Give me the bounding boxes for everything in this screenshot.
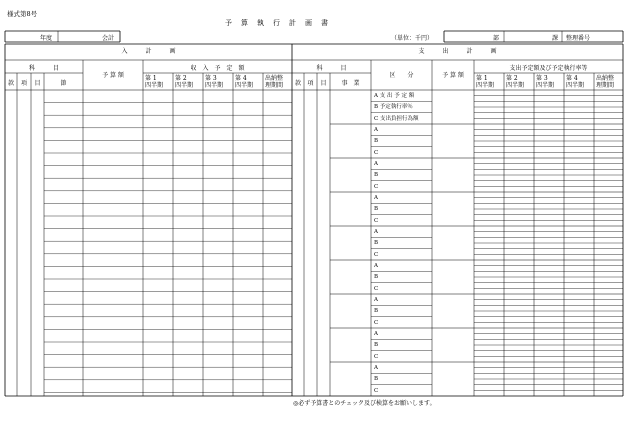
expense-kubun-row-label: A bbox=[374, 127, 378, 133]
expense-plan-header: 支出予定額及び予定執行率等 bbox=[509, 65, 588, 72]
expense-budget-header: 予 算 額 bbox=[442, 72, 464, 79]
expense-kubun-row-label: C bbox=[374, 183, 379, 190]
expense-kubun-row-label: C bbox=[374, 319, 379, 326]
expense-kubun-row-label: A bbox=[374, 365, 378, 371]
expense-kubun-row-label: A bbox=[374, 195, 378, 201]
expense-kubun-row-label: B bbox=[374, 308, 379, 315]
expense-kou-header: 項 bbox=[307, 80, 314, 87]
expense-jigyo-header: 事 業 bbox=[341, 80, 360, 87]
expense-kubun-row-label: B bbox=[374, 274, 379, 281]
income-kan-header: 款 bbox=[7, 80, 14, 87]
income-q1-header: 第 1 四半期 bbox=[145, 75, 164, 89]
expense-kamoku-header: 科 目 bbox=[316, 65, 347, 72]
income-budget-header: 予 算 額 bbox=[102, 72, 124, 79]
section-label: 課 bbox=[552, 35, 559, 42]
expense-kubun-row-label: C 支出負担行為額 bbox=[374, 115, 419, 122]
income-q4-header: 第 4 四半期 bbox=[235, 75, 254, 89]
expense-kubun-row-label: A bbox=[374, 331, 378, 337]
income-plan-header: 収 入 予 定 額 bbox=[190, 65, 245, 72]
expense-q4-header: 第 4 四半期 bbox=[566, 75, 585, 89]
income-kamoku-header: 科 目 bbox=[28, 65, 59, 72]
expense-kubun-row-label: C bbox=[374, 387, 379, 394]
form-number: 様式第8号 bbox=[7, 10, 38, 18]
income-q3-header: 第 3 四半期 bbox=[205, 75, 224, 89]
income-kou-header: 項 bbox=[20, 80, 27, 87]
expense-kan-header: 款 bbox=[294, 80, 301, 87]
expense-kubun-row-label: B bbox=[374, 342, 379, 349]
expense-kubun-row-label: B bbox=[374, 376, 379, 383]
account-label: 会計 bbox=[102, 35, 115, 42]
income-q2-header: 第 2 四半期 bbox=[175, 75, 194, 89]
expense-kubun-row-label: C bbox=[374, 285, 379, 292]
expense-kubun-row-label: A bbox=[374, 263, 378, 269]
expense-kubun-row-label: C bbox=[374, 149, 379, 156]
expense-moku-header: 目 bbox=[320, 80, 327, 87]
expense-kubun-row-label: C bbox=[374, 217, 379, 224]
expense-kubun-row-label: C bbox=[374, 353, 379, 360]
expense-kubun-row-label: A bbox=[374, 229, 378, 235]
expense-final-header: 出納整 理期間 bbox=[596, 75, 615, 89]
expense-kubun-row-label: A bbox=[374, 161, 378, 167]
income-setsu-header: 節 bbox=[60, 80, 67, 87]
expense-kubun-row-label: B bbox=[374, 138, 379, 145]
year-label: 年度 bbox=[40, 35, 53, 42]
ref-number-label: 整理番号 bbox=[566, 35, 591, 42]
expense-kubun-row-label: B bbox=[374, 172, 379, 179]
expense-kubun-row-label: A bbox=[374, 297, 378, 303]
expense-plan-heading: 支 出 計 画 bbox=[418, 48, 497, 55]
expense-q1-header: 第 1 四半期 bbox=[476, 75, 495, 89]
department-label: 部 bbox=[493, 35, 500, 42]
unit-label: （単位：千円） bbox=[391, 35, 434, 42]
expense-kubun-row-label: B bbox=[374, 240, 379, 247]
expense-q3-header: 第 3 四半期 bbox=[536, 75, 555, 89]
page-title: 予 算 執 行 計 画 書 bbox=[225, 19, 329, 27]
expense-kubun-row-label: A 支 出 予 定 額 bbox=[374, 93, 415, 99]
expense-kubun-header: 区 分 bbox=[389, 72, 414, 79]
income-moku-header: 目 bbox=[34, 80, 41, 87]
footnote: ◎必ず予算書とのチェック及び検算をお願いします。 bbox=[293, 400, 436, 407]
income-plan-heading: 入 計 画 bbox=[121, 48, 176, 55]
expense-kubun-row-label: B 予定執行率％ bbox=[374, 104, 413, 111]
expense-kubun-row-label: C bbox=[374, 251, 379, 258]
expense-q2-header: 第 2 四半期 bbox=[506, 75, 525, 89]
income-final-header: 出納整 理期間 bbox=[265, 75, 284, 89]
expense-kubun-row-label: B bbox=[374, 206, 379, 213]
